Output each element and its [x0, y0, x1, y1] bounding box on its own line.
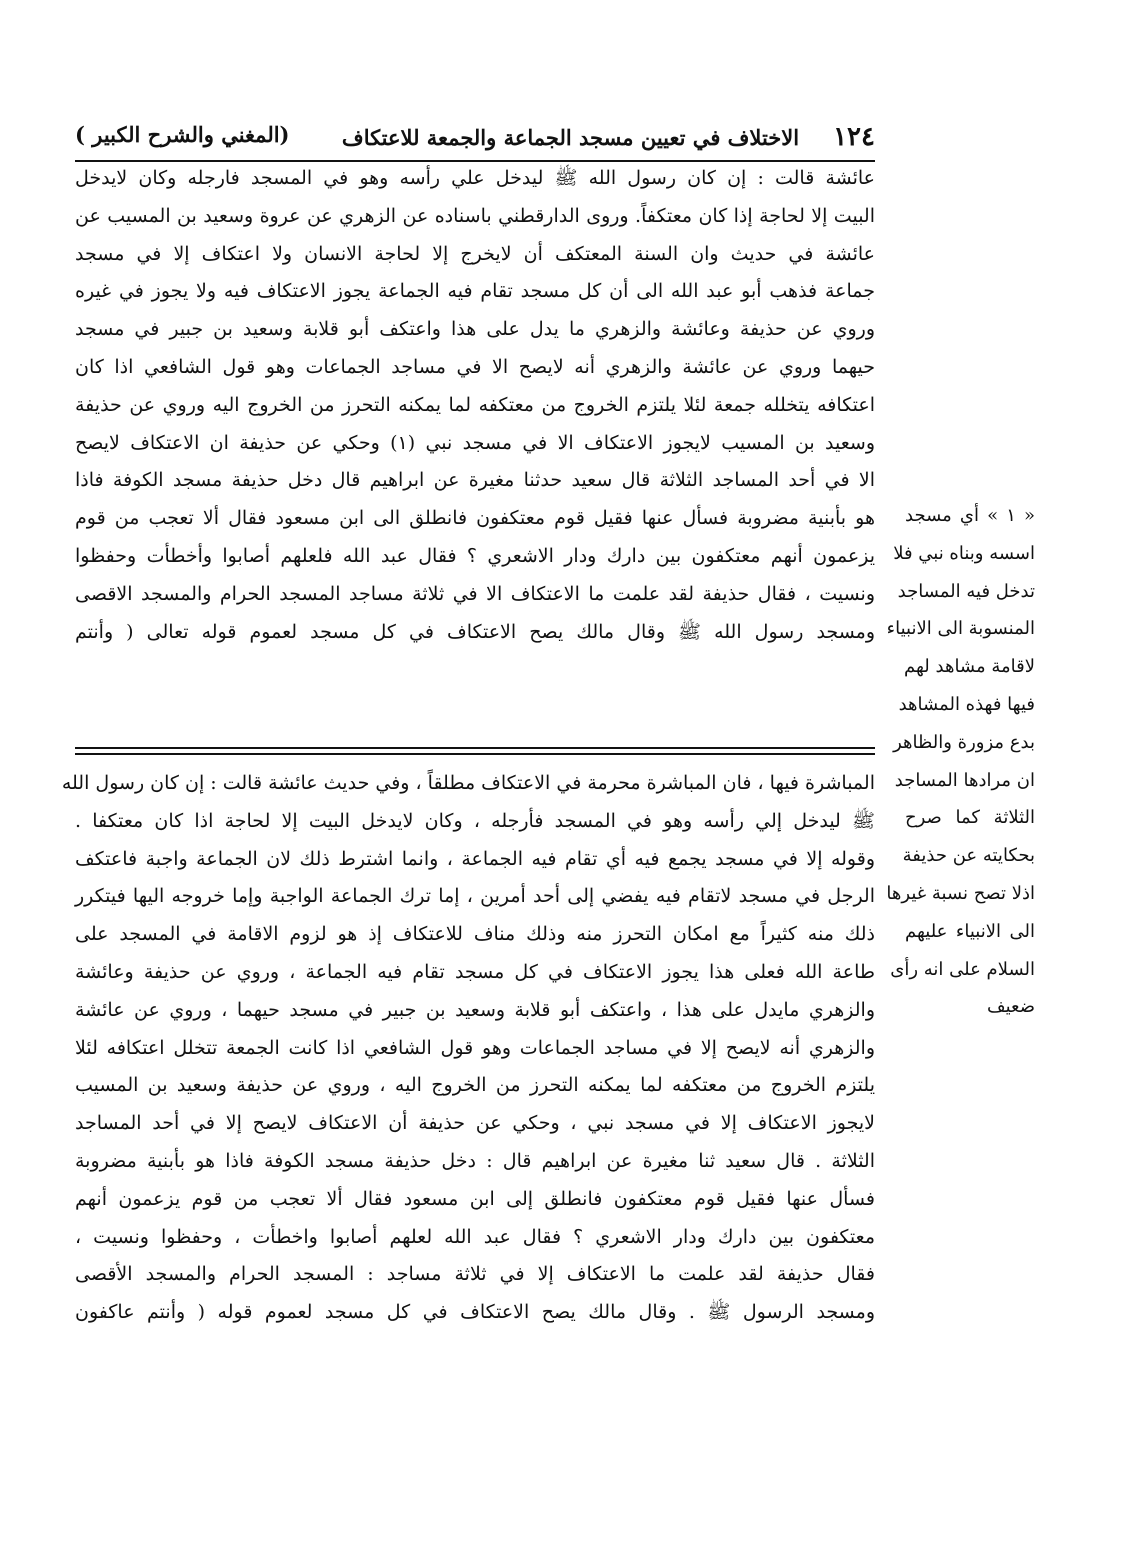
commentary-line: معتكفون بين دارك ودار الاشعري ؟ فقال عبد الله لعلهم أصابوا واخطأت ، وحفظوا ونسيت ،	[75, 1225, 875, 1248]
commentary-line: والزهري مايدل على هذا ، واعتكف أبو قلابة وسعيد بن جبير في مسجد حيهما ، وروي عن عائشة	[75, 998, 875, 1021]
footnote-line: « ١ » أي مسجد	[905, 505, 1035, 526]
footnote-line: السلام على انه رأى	[890, 958, 1035, 980]
footnote-line: الثلاثة كما صرح	[905, 807, 1035, 829]
section-title: الاختلاف في تعيين مسجد الجماعة والجمعة للاعتكاف	[341, 125, 800, 150]
section-divider-top	[75, 747, 875, 749]
section-divider-bottom	[75, 753, 875, 755]
footnote-line: ان مرادها المساجد	[894, 769, 1035, 791]
main-text-line: وسعيد بن المسيب لايجوز الاعتكاف الا في مسجد نبي (١) وحكي عن حذيفة ان الاعتكاف لايصح	[75, 431, 875, 454]
commentary-line: المباشرة فيها ، فان المباشرة محرمة في الاعتكاف مطلقاً ، وفي حديث عائشة قالت : إن كان رسول الله	[61, 772, 875, 794]
main-text-line: ومسجد رسول الله ﷺ وقال مالك يصح الاعتكاف في كل مسجد لعموم قوله تعالى ( وأنتم	[75, 620, 875, 643]
footnote-line: لاقامة مشاهد لهم	[904, 656, 1035, 678]
commentary-line: يلتزم الخروج من معتكفه لما يمكنه التحرز من الخروج اليه ، وروي عن حذيفة وسعيد بن المسيب	[75, 1074, 875, 1097]
page-number: ١٢٤	[833, 122, 875, 152]
footnote-line: فيها فهذه المشاهد	[898, 693, 1035, 715]
book-title: (المغني والشرح الكبير )	[75, 122, 290, 147]
margin-footnote	[886, 497, 1035, 1026]
footnote-line: تدخل فيه المساجد	[897, 580, 1035, 602]
footnote-line: الى الانبياء عليهم	[905, 920, 1035, 942]
commentary-line: الرجل في مسجد لاتقام فيه يفضي إلى أحد أمرين ، إما ترك الجماعة الواجبة وإما خروجه اليها فيتكرر	[75, 885, 875, 908]
commentary-line: وقوله إلا في مسجد يجمع فيه أي تقام فيه الجماعة ، وانما اشترط ذلك لان الجماعة واجبة فاعتكف	[75, 847, 875, 870]
main-text-line: هو بأبنية مضروبة فسأل عنها فقيل قوم معتكفون فانطلق الى ابن مسعود فقال ألا تعجب من قوم	[75, 507, 875, 530]
commentary-block	[61, 765, 875, 1332]
footnote-line: المنسوبة الى الانبياء	[886, 618, 1035, 640]
main-text-line: عائشة قالت : إن كان رسول الله ﷺ ليدخل علي رأسه وهو في المسجد فارجله وكان لايدخل	[75, 167, 875, 189]
footnote-line: ضعيف	[986, 996, 1035, 1018]
page-header	[75, 118, 875, 162]
main-text-line: البيت إلا لحاجة إذا كان معتكفاً. وروى الدارقطني باسناده عن الزهري عن عروة وسعيد بن المسيب عن	[75, 204, 875, 227]
main-text-line: جماعة فذهب أبو عبد الله الى أن كل مسجد تقام فيه الجماعة يجوز الاعتكاف فيه ولا يجوز في غيره	[75, 280, 875, 303]
commentary-line: الثلاثة . قال سعيد ثنا مغيرة عن ابراهيم قال : دخل حذيفة مسجد الكوفة فاذا هو بأبنية مضروبة	[75, 1149, 875, 1172]
commentary-line: والزهري أنه لايصح إلا في مساجد الجماعات وهو قول الشافعي اذا كانت الجمعة تتخلل اعتكافه لئلا	[75, 1036, 875, 1059]
footnote-line: اذلا تصح نسبة غيرها	[886, 882, 1035, 904]
footnote-line: بدع مزورة والظاهر	[893, 731, 1035, 753]
main-text-line: حيهما وروي عن عائشة والزهري أنه لايصح الا في مساجد الجماعات وهو قول الشافعي اذا كان	[75, 355, 875, 378]
commentary-line: ومسجد الرسول ﷺ . وقال مالك يصح الاعتكاف في كل مسجد لعموم قوله ( وأنتم عاكفون	[75, 1301, 875, 1324]
commentary-line: ذلك منه كثيراً مع امكان التحرز منه وذلك مناف للاعتكاف إذ هو لزوم الاقامة في المسجد على	[75, 923, 875, 946]
commentary-line: ﷺ ليدخل إلي رأسه وهو في المسجد فأرجله ، وكان لايدخل البيت إلا لحاجة اذا كان معتكفا .	[75, 809, 875, 832]
main-text-line: عائشة في حديث وان السنة المعتكف أن لايخرج إلا لحاجة الانسان ولا اعتكاف إلا في مسجد	[75, 242, 875, 265]
footnote-line: اسسه وبناه نبي فلا	[893, 542, 1035, 564]
commentary-line: فسأل عنها فقيل قوم معتكفون فانطلق إلى ابن مسعود فقال ألا تعجب من قوم يزعمون أنهم	[75, 1187, 875, 1210]
main-text-line: وروي عن حذيفة وعائشة والزهري ما يدل على هذا واعتكف أبو قلابة وسعيد بن جبير في مسجد	[75, 318, 875, 341]
commentary-line: لايجوز الاعتكاف إلا في مسجد نبي ، وحكي عن حذيفة أن الاعتكاف لايصح إلا في أحد المساجد	[75, 1112, 875, 1135]
commentary-line: طاعة الله فعلى هذا يجوز الاعتكاف في كل مسجد تقام فيه الجماعة ، وروي عن حذيفة وعائشة	[75, 960, 875, 983]
main-text-line: اعتكافه يتخلله جمعة لئلا يلتزم الخروج من معتكفه لما يمكنه التحرز من الخروج اليه وروي عن حذيفة	[75, 393, 875, 416]
commentary-line: فقال حذيفة لقد علمت ما الاعتكاف إلا في ثلاثة مساجد : المسجد الحرام والمسجد الأقصى	[75, 1263, 875, 1286]
main-text-line: ونسيت ، فقال حذيفة لقد علمت ما الاعتكاف الا في ثلاثة مساجد المسجد الحرام والمسجد الاقصى	[75, 582, 875, 605]
main-text-line: الا في أحد المساجد الثلاثة قال سعيد حدثنا مغيرة عن ابراهيم قال دخل حذيفة مسجد الكوفة فاذا	[75, 469, 875, 492]
main-text-block	[75, 160, 875, 651]
footnote-line: بحكايته عن حذيفة	[902, 845, 1035, 867]
main-text-line: يزعمون أنهم معتكفون بين دارك ودار الاشعري ؟ فقال عبد الله فلعلهم أصابوا وأخطأت وحفظوا	[75, 544, 875, 567]
header-right-group	[342, 122, 875, 152]
